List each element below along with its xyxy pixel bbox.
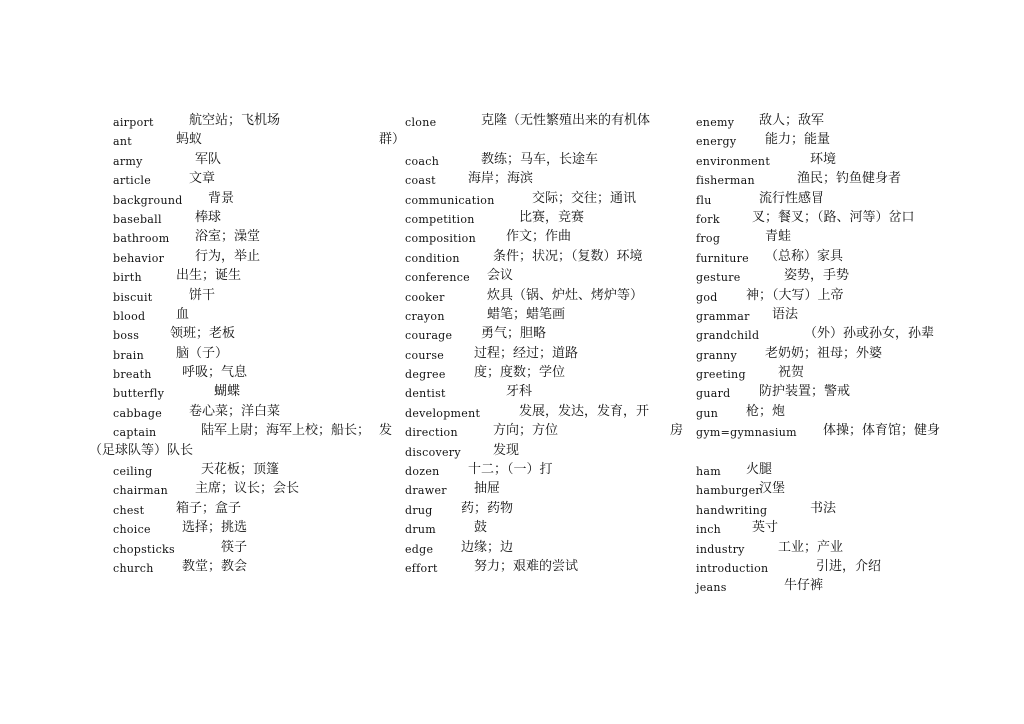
chinese-meaning: 十二；（一）打 <box>468 462 553 478</box>
vocab-entry <box>405 169 675 188</box>
chinese-meaning: 血 <box>176 306 190 322</box>
chinese-meaning: 棒球 <box>195 209 222 225</box>
english-word: breath <box>113 368 152 382</box>
english-word: captain <box>113 426 157 440</box>
chinese-meaning: 教堂；教会 <box>182 558 248 574</box>
chinese-meaning: 作文；作曲 <box>506 229 572 245</box>
vocab-entry <box>405 344 675 363</box>
english-word: industry <box>696 542 745 556</box>
english-word: god <box>696 290 718 304</box>
vocab-entry <box>696 576 946 595</box>
vocab-entry <box>113 208 393 227</box>
chinese-meaning: （外）孙或孙女，孙辈 <box>804 326 935 342</box>
chinese-meaning: 方向；方位 <box>493 423 559 439</box>
english-word: chairman <box>113 484 169 498</box>
english-word: drum <box>405 523 437 537</box>
english-word: introduction <box>696 561 769 575</box>
english-word: cooker <box>405 290 445 304</box>
vocab-entry <box>113 344 393 363</box>
chinese-meaning: 姿势，手势 <box>784 268 850 284</box>
vocab-entry <box>696 538 946 557</box>
chinese-meaning: 会议 <box>487 268 514 284</box>
vocab-entry <box>405 402 675 421</box>
english-word: drug <box>405 503 433 517</box>
chinese-meaning: 卷心菜；洋白菜 <box>189 403 281 419</box>
english-word: greeting <box>696 368 746 382</box>
vocab-entry <box>113 479 393 498</box>
english-word: ceiling <box>113 465 153 479</box>
chinese-meaning: 药；药物 <box>461 500 514 516</box>
english-word: competition <box>405 212 475 226</box>
english-word: coach <box>405 154 440 168</box>
english-word: fork <box>696 212 720 226</box>
vocab-entry <box>113 402 393 421</box>
english-word: effort <box>405 561 438 575</box>
chinese-meaning: 文章 <box>189 171 216 187</box>
vocab-entry <box>405 479 675 498</box>
chinese-meaning: 主席；议长；会长 <box>195 481 300 497</box>
english-word: development <box>405 406 481 420</box>
chinese-meaning: 呼吸；气息 <box>182 365 248 381</box>
english-word: degree <box>405 368 446 382</box>
vocab-entry <box>405 363 675 382</box>
vocab-entry <box>696 286 946 305</box>
vocab-entry <box>696 324 946 343</box>
chinese-meaning: 发展，发达，发育，开 <box>519 403 650 419</box>
english-word: choice <box>113 523 151 537</box>
english-word: enemy <box>696 116 735 129</box>
chinese-meaning: 度；度数；学位 <box>474 365 566 381</box>
english-word: brain <box>113 348 144 362</box>
vocab-entry <box>696 305 946 324</box>
vocab-entry <box>405 150 675 169</box>
english-word: gym=gymnasium <box>696 426 797 440</box>
chinese-meaning: 陆军上尉；海军上校；船长； <box>201 423 371 439</box>
chinese-meaning: 筷子 <box>221 539 248 555</box>
english-word: flu <box>696 193 712 207</box>
vocab-entry <box>405 247 675 266</box>
chinese-meaning-tail: 发 <box>379 423 393 439</box>
vocab-entry <box>405 266 675 285</box>
english-word: direction <box>405 426 458 440</box>
vocab-entry <box>696 479 946 498</box>
chinese-meaning: 行为，举止 <box>195 248 261 264</box>
english-word: courage <box>405 329 453 343</box>
vocab-entry <box>113 189 393 208</box>
vocab-entry <box>696 557 946 576</box>
chinese-meaning: 能力；能量 <box>765 132 831 148</box>
chinese-meaning: 汉堡 <box>759 481 786 497</box>
vocab-entry <box>696 460 946 479</box>
english-word: guard <box>696 387 731 401</box>
english-word: jeans <box>696 581 727 595</box>
chinese-meaning: 条件；状况；（复数）环境 <box>493 248 643 264</box>
vocab-entry <box>113 305 393 324</box>
vocab-entry <box>405 441 675 460</box>
english-word: boss <box>113 329 140 343</box>
chinese-meaning: 敌人；敌军 <box>759 113 825 128</box>
vocab-entry <box>696 499 946 518</box>
vocab-entry <box>113 111 393 130</box>
english-word: discovery <box>405 445 461 459</box>
english-word: handwriting <box>696 503 768 517</box>
english-word: communication <box>405 193 495 207</box>
chinese-meaning: 老奶奶；祖母；外婆 <box>765 345 883 361</box>
vocab-entry <box>696 402 946 421</box>
english-word: biscuit <box>113 290 153 304</box>
chinese-meaning: 边缘；边 <box>461 539 514 555</box>
vocab-entry <box>405 208 675 227</box>
vocab-column-1 <box>89 111 393 576</box>
chinese-meaning: 体操；体育馆；健身 <box>823 423 941 439</box>
chinese-meaning: 脑（子） <box>176 345 229 361</box>
vocab-entry <box>696 189 946 208</box>
vocab-entry <box>405 286 675 305</box>
vocab-entry <box>113 499 393 518</box>
vocab-entry <box>113 286 393 305</box>
vocab-entry <box>696 208 946 227</box>
vocab-entry <box>405 382 675 401</box>
english-word: ant <box>113 135 132 149</box>
vocab-entry <box>696 382 946 401</box>
chinese-meaning-wrap: 群） <box>379 132 406 148</box>
english-word: inch <box>696 523 722 537</box>
vocab-entry <box>113 247 393 266</box>
english-word: chopsticks <box>113 542 175 556</box>
chinese-meaning: 交际；交往；通讯 <box>532 190 637 206</box>
chinese-meaning: 叉；餐叉；（路、河等）岔口 <box>752 209 915 225</box>
chinese-meaning: 教练；马车，长途车 <box>481 151 599 167</box>
english-word: church <box>113 561 154 575</box>
vocab-entry <box>405 305 675 324</box>
vocab-entry <box>113 227 393 246</box>
english-word: dentist <box>405 387 446 401</box>
english-word: grammar <box>696 309 750 323</box>
vocab-entry <box>113 382 393 401</box>
vocab-entry <box>405 538 675 557</box>
english-word: ham <box>696 465 721 479</box>
vocab-entry <box>696 111 946 130</box>
vocab-column-2 <box>379 111 684 576</box>
chinese-meaning: 勇气；胆略 <box>481 326 547 342</box>
english-word: energy <box>696 135 737 149</box>
vocab-entry <box>113 266 393 285</box>
chinese-meaning: 蝴蝶 <box>214 384 241 400</box>
english-word: article <box>113 174 152 188</box>
english-word: gesture <box>696 271 741 285</box>
chinese-meaning: 航空站；飞机场 <box>189 113 281 128</box>
chinese-meaning: 祝贺 <box>778 365 805 381</box>
english-word: frog <box>696 232 721 246</box>
vocab-entry <box>696 227 946 246</box>
english-word: coast <box>405 174 436 188</box>
vocab-entry <box>113 363 393 382</box>
vocab-entry <box>696 441 946 460</box>
chinese-meaning: 浴室；澡堂 <box>195 229 261 245</box>
english-word: drawer <box>405 484 447 498</box>
vocab-entry <box>405 111 675 130</box>
english-word: behavior <box>113 251 165 265</box>
vocab-entry <box>696 150 946 169</box>
vocab-entry <box>696 130 946 149</box>
chinese-meaning: 蚂蚁 <box>176 132 203 148</box>
chinese-meaning: 英寸 <box>752 520 779 536</box>
chinese-meaning: 箱子；盒子 <box>176 500 242 516</box>
vocab-entry-continuation <box>89 441 393 460</box>
vocab-entry <box>696 247 946 266</box>
vocab-entry <box>696 266 946 285</box>
vocab-entry <box>113 324 393 343</box>
vocab-column-3 <box>696 111 946 596</box>
vocab-entry <box>113 130 393 149</box>
chinese-meaning: 书法 <box>810 500 837 516</box>
chinese-meaning: 青蛙 <box>765 229 792 245</box>
vocab-entry <box>113 538 393 557</box>
chinese-meaning: 选择；挑选 <box>182 520 248 536</box>
chinese-meaning: 语法 <box>772 306 799 322</box>
english-word: granny <box>696 348 738 362</box>
chinese-meaning: 牛仔裤 <box>784 578 824 594</box>
vocab-entry <box>405 227 675 246</box>
english-word: dozen <box>405 465 440 479</box>
chinese-meaning: 火腿 <box>746 462 773 478</box>
chinese-meaning: 背景 <box>208 190 235 206</box>
chinese-meaning: 工业；产业 <box>778 539 844 555</box>
chinese-meaning: 引进，介绍 <box>816 558 882 574</box>
english-word: grandchild <box>696 329 760 343</box>
vocab-entry <box>113 150 393 169</box>
vocab-entry <box>696 169 946 188</box>
english-word: blood <box>113 309 146 323</box>
english-word: condition <box>405 251 460 265</box>
chinese-meaning: 蜡笔；蜡笔画 <box>487 306 566 322</box>
english-word: conference <box>405 271 470 285</box>
english-word: chest <box>113 503 145 517</box>
chinese-meaning: 牙科 <box>506 384 533 400</box>
vocab-entry <box>113 518 393 537</box>
chinese-meaning: 过程；经过；道路 <box>474 345 579 361</box>
chinese-meaning: 努力；艰难的尝试 <box>474 558 579 574</box>
chinese-meaning: 鼓 <box>474 520 488 536</box>
vocab-entry <box>405 499 675 518</box>
chinese-meaning: 出生；诞生 <box>176 268 242 284</box>
vocab-entry <box>696 421 946 440</box>
vocab-entry-continuation <box>379 130 675 149</box>
english-word: furniture <box>696 251 749 265</box>
english-word: edge <box>405 542 434 556</box>
english-word: hamburger <box>696 484 761 498</box>
chinese-meaning: 比赛，竞赛 <box>519 209 585 225</box>
english-word: background <box>113 193 183 207</box>
english-word: birth <box>113 271 142 285</box>
english-word: airport <box>113 116 154 129</box>
chinese-meaning: 天花板；顶篷 <box>201 462 280 478</box>
english-word: butterfly <box>113 387 165 401</box>
vocab-entry <box>113 169 393 188</box>
english-word: clone <box>405 116 437 129</box>
english-word: gun <box>696 406 719 420</box>
vocab-entry <box>405 189 675 208</box>
chinese-meaning: 流行性感冒 <box>759 190 825 206</box>
chinese-meaning: 渔民；钓鱼健身者 <box>797 171 902 187</box>
vocab-entry <box>113 460 393 479</box>
chinese-meaning: 枪；炮 <box>746 403 786 419</box>
vocab-entry <box>405 518 675 537</box>
english-word: baseball <box>113 212 162 226</box>
english-word: crayon <box>405 309 445 323</box>
vocab-entry <box>696 363 946 382</box>
chinese-meaning-wrap: （足球队等）队长 <box>89 442 194 458</box>
chinese-meaning: 饼干 <box>189 287 216 303</box>
english-word: fisherman <box>696 174 755 188</box>
vocab-entry <box>405 460 675 479</box>
english-word: cabbage <box>113 406 163 420</box>
english-word: composition <box>405 232 476 246</box>
vocab-entry <box>113 421 393 440</box>
english-word: environment <box>696 154 771 168</box>
english-word: army <box>113 154 143 168</box>
english-word: bathroom <box>113 232 170 246</box>
chinese-meaning: 抽屉 <box>474 481 501 497</box>
vocab-entry <box>405 421 684 440</box>
chinese-meaning: 防护装置；警戒 <box>759 384 851 400</box>
chinese-meaning: 克隆（无性繁殖出来的有机体 <box>481 113 651 128</box>
english-word: course <box>405 348 445 362</box>
chinese-meaning: 领班；老板 <box>170 326 236 342</box>
chinese-meaning: 炊具（锅、炉灶、烤炉等） <box>487 287 644 303</box>
vocab-entry <box>113 557 393 576</box>
chinese-meaning: 发现 <box>493 442 520 458</box>
chinese-meaning: （总称）家具 <box>765 248 844 264</box>
chinese-meaning: 环境 <box>810 151 837 167</box>
chinese-meaning: 军队 <box>195 151 222 167</box>
chinese-meaning: 海岸；海滨 <box>468 171 534 187</box>
chinese-meaning-wrap: 房 <box>670 423 684 439</box>
vocab-entry <box>696 518 946 537</box>
vocab-entry <box>405 557 675 576</box>
chinese-meaning: 神；（大写）上帝 <box>746 287 844 303</box>
vocab-entry <box>696 344 946 363</box>
vocab-entry <box>405 324 675 343</box>
